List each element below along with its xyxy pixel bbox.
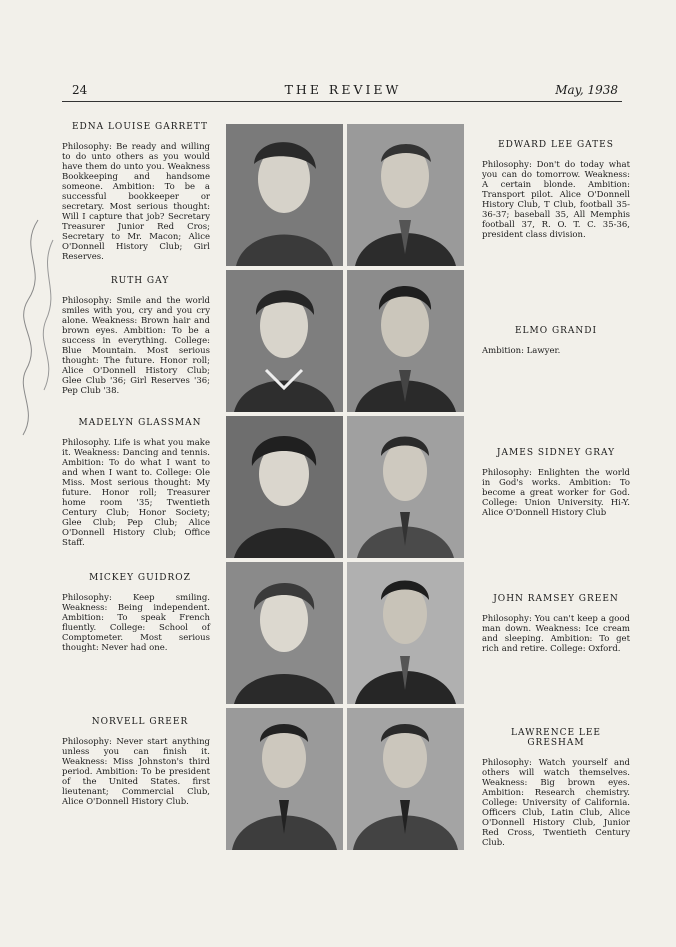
bio-edna-garrett [62,122,210,262]
portrait-elmo-grandi [347,270,464,412]
student-name: RUTH GAY [110,276,170,286]
bio-edward-gates [482,140,630,240]
student-name: MICKEY GUIDROZ [89,573,191,583]
student-bio: Philosophy: Never start anything unless you can finish it. Weakness: Miss Johnston's third period. Ambition: To be president of the United States. first lieutenant; Commercial Club, Alice O'Donnell History Club. [62,737,210,807]
student-bio: Philosophy. Life is what you make it. Weakness: Dancing and tennis. Ambition: To do what I want to and when I want to. College: Ole Miss. Most serious thought: My future. Honor roll; Treasurer home room '35; Twentieth Century Club; Honor Society; Glee Club; Pep Club; Alice O'Donnell History Club; Office Staff. [62,438,210,548]
portrait-james-gray [347,416,464,558]
student-bio: Philosophy: Enlighten the world in God's works. Ambition: To become a great worker for God. College: Union University. Hi-Y. Alice O'Donnell History Club [482,468,630,518]
portrait-lawrence-gresham [347,708,464,850]
bio-lawrence-gresham [482,728,630,848]
student-name: NORVELL GREER [91,717,189,727]
student-name: JOHN RAMSEY GREEN [493,594,619,604]
bio-james-gray [482,448,630,518]
portrait-edna-garrett [226,124,343,266]
student-bio: Philosophy: Be ready and willing to do unto others as you would have them do unto you. Weakness Bookkeeping and handsome someone. Ambition: To be a successful bookkeeper or secretary. Most serious thought: Will I capture that job? Secretary Treasurer Junior Red Cros; Secretary to Mr. Macon; Alice O'Donnell History Club; Girl Reserves. [62,142,210,262]
bio-madelyn-glassman [62,418,210,548]
student-name: ELMO GRANDI [514,326,598,336]
issue-date: May, 1938 [555,83,618,97]
portrait-mickey-guidroz [226,562,343,704]
portrait-grid [226,124,464,846]
student-bio: Philosophy: You can't keep a good man down. Weakness: Ice cream and sleeping. Ambition: To get rich and retire. College: Oxford. [482,614,630,654]
portrait-madelyn-glassman [226,416,343,558]
student-bio: Philosophy: Don't do today what you can do tomorrow. Weakness: A certain blonde. Ambition: Transport pilot. Alice O'Donnell History Club, T Club, football 35-36-37; baseball 35, All Memphis football 37, R. O. T. C. 35-36, president class division. [482,160,630,240]
student-bio: Philosophy: Watch yourself and others will watch themselves. Weakness: Big brown eyes. Ambition: Research chemistry. College: University of California. Officers Club, Latin Club, Alice O'Donnell History Club, Junior Red Cross, Twentieth Century Club. [482,758,630,848]
bio-norvell-greer [62,717,210,807]
publication-title: THE REVIEW [284,82,402,97]
student-name: EDNA LOUISE GARRETT [71,122,209,132]
student-bio: Philosophy: Smile and the world smiles with you, cry and you cry alone. Weakness: Brown hair and brown eyes. Ambition: To be a success in everything. College: Blue Mountain. Most serious thought: The future. Honor roll; Alice O'Donnell History Club; Glee Club '36; Girl Reserves '36; Pep Club '38. [62,296,210,396]
bio-ruth-gay [62,276,210,396]
student-bio: Philosophy: Keep smiling. Weakness: Being independent. Ambition: To speak French fluently. College: School of Comptometer. Most serious thought: Never had one. [62,593,210,653]
student-name: JAMES SIDNEY GRAY [496,448,616,458]
header-rule [62,101,622,102]
portrait-edward-gates [347,124,464,266]
portrait-norvell-greer [226,708,343,850]
portrait-john-green [347,562,464,704]
bio-john-green [482,594,630,654]
handwritten-marginalia [8,210,68,440]
bio-elmo-grandi [482,326,630,356]
student-name: EDWARD LEE GATES [498,140,614,150]
page-number: 24 [72,83,88,97]
page-header [62,80,624,100]
bio-mickey-guidroz [62,573,210,653]
student-name: MADELYN GLASSMAN [78,418,202,428]
student-name: LAWRENCE LEE GRESHAM [510,728,602,748]
student-bio: Ambition: Lawyer. [482,346,561,356]
portrait-ruth-gay [226,270,343,412]
